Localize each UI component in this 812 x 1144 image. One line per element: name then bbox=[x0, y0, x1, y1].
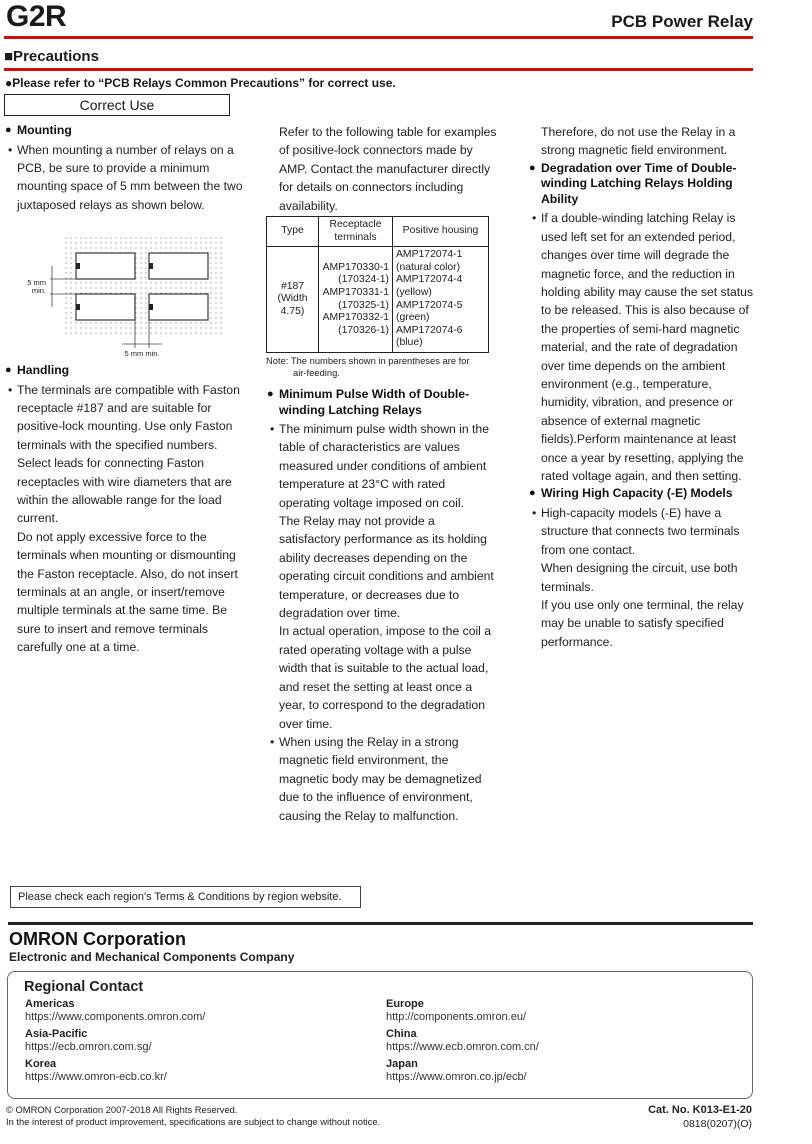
column-2 bbox=[267, 123, 499, 215]
mounting-diagram bbox=[20, 232, 230, 362]
pulse-text-3: In actual operation, impose to the coil a rated operating voltage with a pulse width that is suitable to the actual load, and reset the setting at least once a year, to correspond to the degradation over time. bbox=[279, 624, 492, 731]
svg-text:5 mm min.: 5 mm min. bbox=[124, 349, 160, 358]
handling-text-2: Select leads for connecting Faston receptacles with wire diameters that are within the allowable range for the load current. bbox=[17, 456, 232, 526]
region-item bbox=[25, 1058, 365, 1088]
degradation-heading: ● Degradation over Time of Double-winding Latching Relays Holding Ability bbox=[529, 161, 761, 208]
mounting-text: • When mounting a number of relays on a PCB, be sure to provide a minimum mounting space of 5 mm between the two juxtaposed relays as shown below. bbox=[5, 141, 245, 215]
type-cell: #187 (Width 4.75) bbox=[267, 247, 319, 353]
column-1 bbox=[5, 123, 245, 214]
region-link[interactable]: http://components.omron.eu/ bbox=[386, 1011, 527, 1023]
positive-housing-cell: AMP172074-1 (natural color) AMP172074-4 (yellow) AMP172074-5 (green) AMP172074-6 (blue) bbox=[393, 247, 489, 353]
handling-text: • The terminals are compatible with Faston receptacle #187 and are suitable for positive-lock mounting. Use only Faston terminals with the specified numbers. bbox=[5, 381, 245, 455]
table-note: Note: The numbers shown in parentheses are for air-feeding. bbox=[266, 355, 470, 378]
region-link[interactable]: https://www.omron-ecb.co.kr/ bbox=[25, 1071, 167, 1083]
copyright-block bbox=[6, 1104, 380, 1128]
connector-table bbox=[266, 216, 489, 353]
footer-divider bbox=[8, 922, 753, 925]
relay-spacing-diagram-icon bbox=[20, 232, 230, 362]
region-item bbox=[386, 998, 726, 1028]
section-title: ■Precautions bbox=[4, 48, 99, 65]
region-link[interactable]: https://www.ecb.omron.com.cn/ bbox=[386, 1041, 539, 1053]
pulse-text-5: Therefore, do not use the Relay in a strong magnetic field environment. bbox=[541, 125, 736, 158]
header-divider bbox=[4, 36, 753, 39]
degradation-text: • If a double-winding latching Relay is used left set for an extended period, changes over time will degrade the magnetic force, and the reduction in holding ability may cause the set status to be released. This is also because of the properties of semi-hard magnetic material, and the rate of degradation over time depends on the ambient environment (e.g., temperature, humidity, vibration, and presence or absence of external magnetic fields).Perform maintenance at least once a year by resetting, applying the rated voltage again, and then setting. bbox=[529, 209, 761, 485]
regions-right bbox=[386, 998, 726, 1088]
wiring-text-1: • High-capacity models (-E) have a structure that connects two terminals from one contact. bbox=[529, 504, 761, 559]
region-link[interactable]: https://ecb.omron.com.sg/ bbox=[25, 1041, 152, 1053]
svg-text:5 mm: 5 mm bbox=[27, 278, 46, 287]
region-link[interactable]: https://www.components.omron.com/ bbox=[25, 1011, 206, 1023]
column-3 bbox=[529, 123, 761, 651]
pulse-text-1: • The minimum pulse width shown in the table of characteristics are values measured under conditions of ambient temperature at 23°C with rated operating voltage imposed on coil. bbox=[267, 420, 499, 512]
table-header-row bbox=[267, 217, 489, 247]
regional-contact-title: Regional Contact bbox=[24, 979, 144, 995]
pulse-text-2: The Relay may not provide a satisfactory performance as its holding ability decreases depending on the operating circuit conditions and ambient temperature, or decreases due to degradation over time. bbox=[279, 514, 494, 621]
section-divider bbox=[4, 68, 753, 71]
model-name: G2R bbox=[6, 0, 67, 33]
region-name: Korea bbox=[25, 1058, 57, 1070]
region-item bbox=[386, 1028, 726, 1058]
region-name: Asia-Pacific bbox=[25, 1028, 88, 1040]
table-header: Type bbox=[267, 217, 319, 247]
handling-heading: ● Handling bbox=[5, 363, 245, 379]
copyright-text: © OMRON Corporation 2007-2018 All Rights Reserved. bbox=[6, 1104, 238, 1115]
wiring-heading: ● Wiring High Capacity (-E) Models bbox=[529, 486, 761, 502]
table-header: Positive housing bbox=[393, 217, 489, 247]
region-name: Americas bbox=[25, 998, 75, 1010]
terms-notice: Please check each region's Terms & Conditions by region website. bbox=[10, 886, 361, 908]
disclaimer-text: In the interest of product improvement, specifications are subject to change without notice. bbox=[6, 1116, 381, 1127]
connectors-intro: Refer to the following table for examples of positive-lock connectors made by AMP. Contact the manufacturer directly for details on connectors including availability. bbox=[279, 125, 497, 213]
pulse-section bbox=[267, 387, 499, 825]
region-name: Japan bbox=[386, 1058, 418, 1070]
region-name: China bbox=[386, 1028, 417, 1040]
svg-text:min.: min. bbox=[31, 286, 46, 295]
table-header: Receptacle terminals bbox=[319, 217, 393, 247]
catalog-number: Cat. No. K013-E1-20 bbox=[648, 1104, 752, 1116]
handling-section bbox=[5, 363, 245, 657]
catalog-code: 0818(0207)(O) bbox=[683, 1118, 752, 1130]
region-item bbox=[25, 1028, 365, 1058]
handling-text-3: Do not apply excessive force to the terminals when mounting or dismounting the Faston receptacle. Also, do not insert terminals at an angle, or insert/remove multiple terminals at the same time. Be sure to insert and remove terminals carefully one at a time. bbox=[17, 529, 238, 655]
region-link[interactable]: https://www.omron.co.jp/ecb/ bbox=[386, 1071, 527, 1083]
pulse-text-4: • When using the Relay in a strong magnetic field environment, the magnetic body may be demagnetized due to the influence of environment, causing the Relay to malfunction. bbox=[267, 733, 499, 825]
wiring-text-2: When designing the circuit, use both terminals. bbox=[541, 561, 738, 594]
refer-note: ●Please refer to “PCB Relays Common Precautions” for correct use. bbox=[5, 76, 396, 90]
mounting-heading: ● Mounting bbox=[5, 123, 245, 139]
region-name: Europe bbox=[386, 998, 424, 1010]
region-item bbox=[386, 1058, 726, 1088]
division-name: Electronic and Mechanical Components Company bbox=[9, 950, 295, 964]
receptacle-terminals-cell: AMP170330-1 (170324-1) AMP170331-1 (170325-1) AMP170332-1 (170326-1) bbox=[319, 247, 393, 353]
product-title: PCB Power Relay bbox=[611, 12, 753, 31]
regions-left bbox=[25, 998, 365, 1088]
corporation-name: OMRON Corporation bbox=[9, 929, 186, 949]
region-item bbox=[25, 998, 365, 1028]
wiring-text-3: If you use only one terminal, the relay may be unable to satisfy specified performance. bbox=[541, 597, 744, 649]
correct-use-label: Correct Use bbox=[4, 94, 230, 116]
table-row bbox=[267, 247, 489, 353]
pulse-heading: ● Minimum Pulse Width of Double-winding Latching Relays bbox=[267, 387, 499, 418]
